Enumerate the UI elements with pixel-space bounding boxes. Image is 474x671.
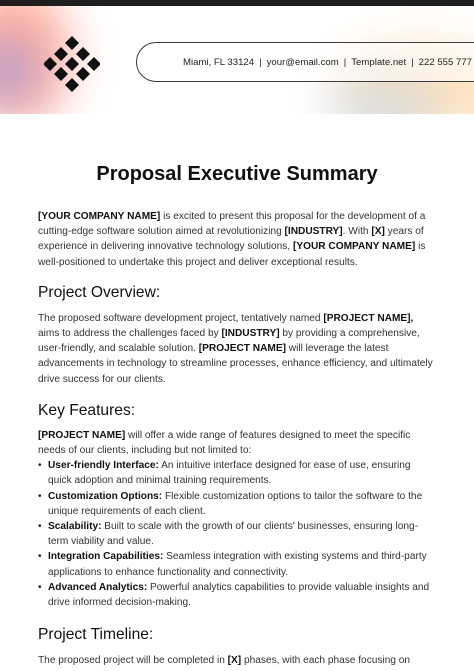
email-link[interactable]: your@email.com [266, 56, 339, 68]
intro-text: years of experience in delivering innovative technology solutions, [38, 226, 424, 253]
feature-desc: Flexible customization options to tailor the software to the unique requirements of each client. [48, 490, 423, 517]
feature-desc: Built to scale with the growth of our clients' businesses, ensuring long-term viability and value. [48, 521, 419, 548]
placeholder-industry: [INDUSTRY] [221, 328, 280, 340]
feature-name: User-friendly Interface: [48, 460, 159, 472]
features-intro-text: will offer a wide range of features designed to meet the specific needs of our clients, including but not limited to: [38, 429, 411, 457]
feature-item [38, 458, 436, 488]
feature-item [38, 580, 436, 610]
feature-name: Customization Options: [48, 490, 163, 502]
intro-text: is excited to present this proposal for the development of a cutting-edge software solution aimed at revolutionizing [38, 211, 426, 238]
overview-text: will leverage the latest advancements in technology to streamline processes, enhance efficiency, and ultimately drive success for our clients. [38, 343, 433, 385]
feature-name: Scalability: [48, 521, 102, 533]
placeholder-project: [PROJECT NAME], [323, 312, 414, 324]
feature-item [38, 549, 436, 579]
separator: | [343, 56, 347, 68]
section-heading-overview: Project Overview: [38, 283, 161, 301]
placeholder-project: [PROJECT NAME] [198, 343, 286, 355]
section-heading-timeline: Project Timeline: [38, 626, 154, 644]
feature-desc: Powerful analytics capabilities to provide valuable insights and drive informed decision-making. [48, 581, 430, 609]
document-body [38, 209, 436, 668]
feature-desc: Seamless integration with existing systems and third-party applications to enhance functionality and connectivity. [48, 551, 427, 578]
placeholder-project: [PROJECT NAME] [38, 429, 126, 441]
feature-item [38, 519, 436, 549]
page-title: Proposal Executive Summary [96, 163, 378, 185]
website-link[interactable]: Template.net [351, 56, 407, 68]
address-text: Miami, FL 33124 [183, 56, 255, 68]
timeline-text: phases, with each phase focusing on [241, 655, 411, 667]
feature-desc: An intuitive interface designed for ease of use, ensuring quick adoption and minimal training requirements. [48, 460, 411, 487]
header [0, 6, 474, 114]
overview-text: The proposed software development project, tentatively named [38, 312, 324, 324]
section-heading-features: Key Features: [38, 401, 136, 419]
overview-text: by providing a comprehensive, user-friendly, and scalable solution. [38, 328, 420, 355]
placeholder-company: [YOUR COMPANY NAME] [38, 211, 161, 222]
placeholder-phases: [X] [227, 655, 242, 667]
diamond-grid-logo [44, 36, 100, 92]
features-intro [38, 428, 436, 458]
intro-text: . With [342, 226, 372, 238]
timeline-paragraph [38, 653, 436, 668]
placeholder-industry: [INDUSTRY] [284, 226, 343, 238]
phone-text: 222 555 777 [418, 56, 473, 68]
intro-paragraph [38, 209, 436, 270]
features-list [38, 458, 436, 610]
overview-text: aims to address the challenges faced by [38, 328, 222, 340]
feature-name: Integration Capabilities: [48, 551, 164, 563]
overview-paragraph [38, 311, 436, 387]
timeline-text: The proposed project will be completed in [38, 655, 228, 667]
placeholder-years: [X] [371, 226, 385, 238]
feature-name: Advanced Analytics: [48, 581, 148, 593]
intro-text: is well-positioned to undertake this project and deliver exceptional results. [38, 241, 426, 268]
placeholder-company: [YOUR COMPANY NAME] [292, 241, 416, 253]
contact-info-bar [136, 42, 474, 82]
separator: | [259, 56, 262, 68]
separator: | [411, 56, 414, 68]
feature-item [38, 489, 436, 519]
